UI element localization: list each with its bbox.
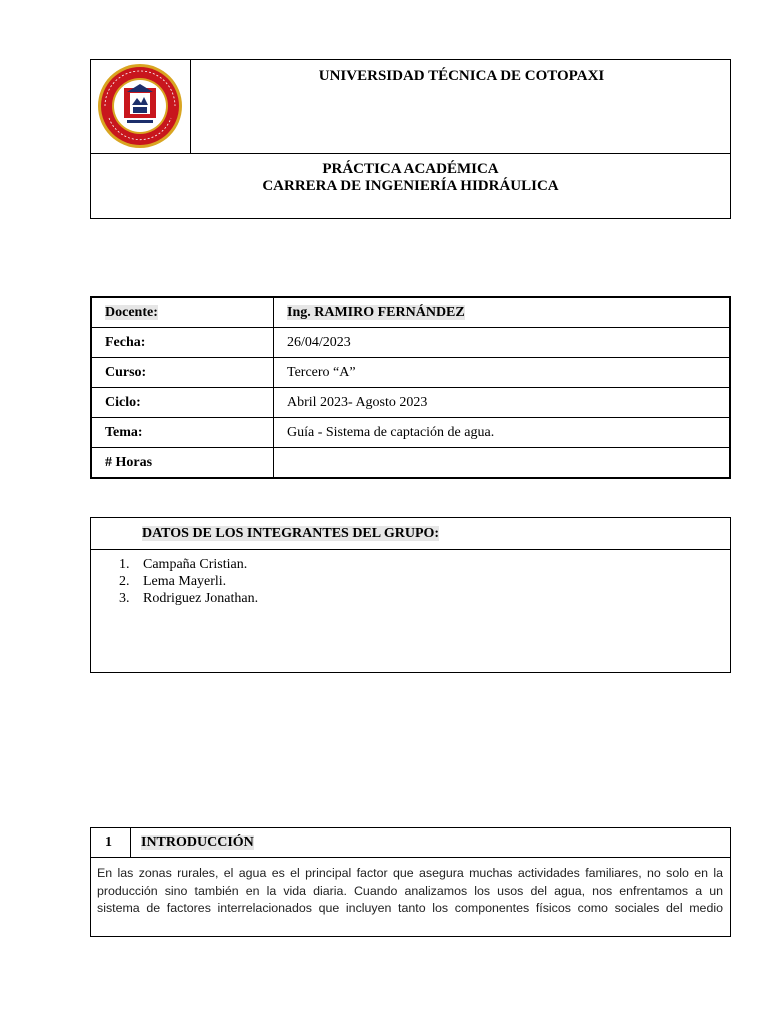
group-box [90, 517, 731, 673]
member-name: Campaña Cristian. [143, 557, 248, 572]
info-label: Docente: [91, 297, 274, 328]
practice-title-line1: PRÁCTICA ACADÉMICA [322, 161, 499, 177]
list-number: 3. [119, 591, 130, 606]
intro-section [90, 827, 731, 937]
info-table [90, 296, 731, 479]
info-label: Fecha: [91, 328, 274, 358]
section-number: 1 [105, 835, 112, 850]
intro-paragraph [97, 865, 723, 918]
list-number: 1. [119, 557, 130, 572]
header-divider [91, 153, 730, 154]
group-title: DATOS DE LOS INTEGRANTES DEL GRUPO: [142, 526, 440, 541]
header-box [90, 59, 731, 219]
info-label: Tema: [91, 418, 274, 448]
info-label: # Horas [91, 448, 274, 479]
table-row [91, 358, 730, 388]
section-title: INTRODUCCIÓN [141, 835, 254, 850]
list-item [119, 573, 258, 590]
info-value: 26/04/2023 [274, 328, 731, 358]
table-row [91, 328, 730, 358]
info-label: Curso: [91, 358, 274, 388]
table-row [91, 388, 730, 418]
practice-title-line2: CARRERA DE INGENIERÍA HIDRÁULICA [262, 178, 559, 194]
member-name: Lema Mayerli. [143, 574, 227, 589]
table-row [91, 418, 730, 448]
member-list [119, 556, 258, 607]
info-value: Guía - Sistema de captación de agua. [274, 418, 731, 448]
group-header [91, 518, 730, 550]
table-row [91, 448, 730, 479]
info-value: Ing. RAMIRO FERNÁNDEZ [274, 297, 731, 328]
info-value: Abril 2023- Agosto 2023 [274, 388, 731, 418]
university-seal-logo [91, 60, 191, 153]
member-name: Rodriguez Jonathan. [143, 591, 259, 606]
list-item [119, 556, 258, 573]
table-row [91, 297, 730, 328]
practice-title [91, 161, 730, 195]
paragraph-line: En las zonas rurales, el agua es el principal factor que asegura muchas actividades familiares, no solo en la [97, 866, 723, 880]
info-value: Tercero “A” [274, 358, 731, 388]
list-number: 2. [119, 574, 130, 589]
paragraph-line: producción sino también en la vida diaria. Cuando analizamos los usos del agua, nos enfrentamos a un [97, 883, 723, 898]
university-name: UNIVERSIDAD TÉCNICA DE COTOPAXI [318, 68, 605, 84]
intro-header [91, 828, 730, 858]
info-value [274, 448, 731, 479]
logo-cell [91, 60, 191, 153]
list-item [119, 590, 258, 607]
info-label: Ciclo: [91, 388, 274, 418]
section-number-cell [91, 828, 131, 858]
paragraph-line: sistema de factores interrelacionados que incluyen tanto los componentes físicos como sociales del medio [97, 901, 723, 915]
